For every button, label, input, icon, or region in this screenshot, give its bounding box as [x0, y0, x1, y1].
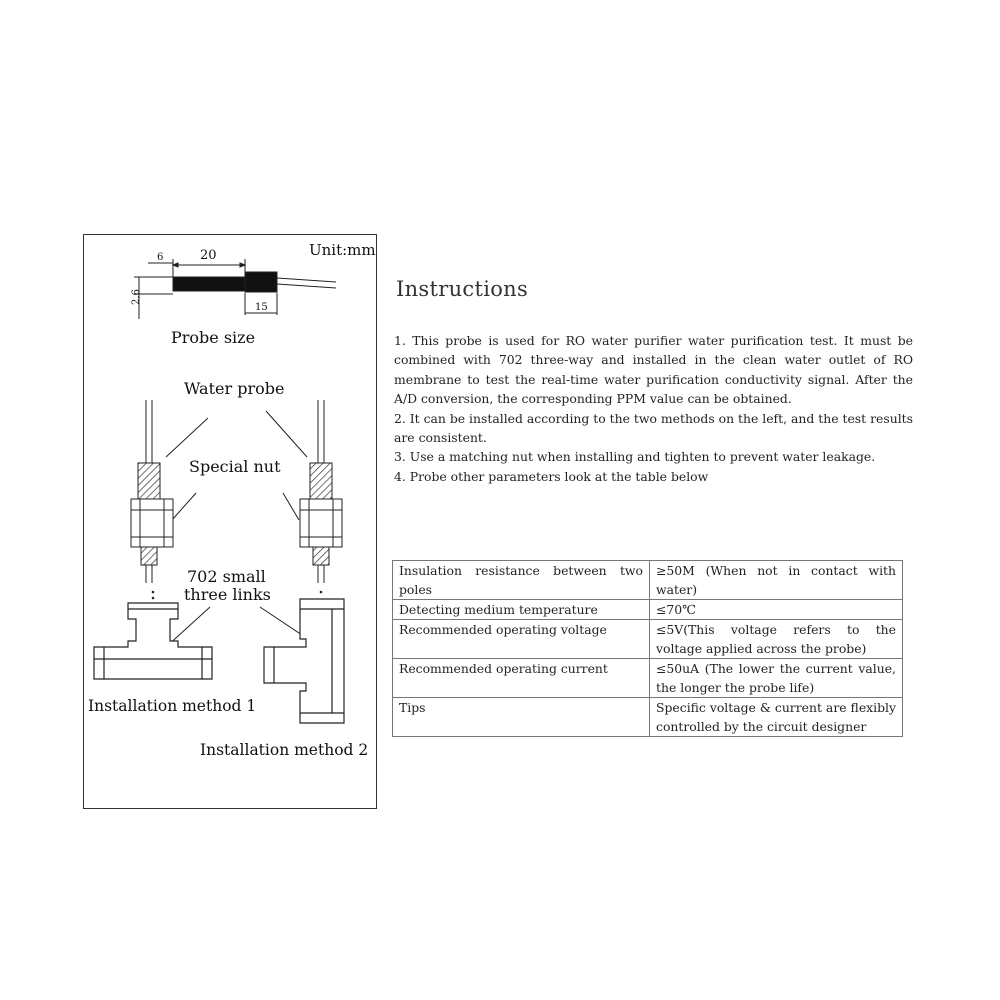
dim-15-label: 15 [255, 302, 268, 313]
param-value: ≤70℃ [650, 600, 903, 620]
dim-2-6-label: 2.6 [131, 289, 142, 305]
param-value: ≤50uA (The lower the current value, the longer the probe life) [650, 659, 903, 698]
probe-diagram-panel [83, 234, 377, 809]
table-row [393, 698, 903, 737]
instructions-title: Instructions [396, 277, 529, 301]
tee-label-line-1: 702 small [187, 567, 266, 586]
dim-20-label: 20 [200, 248, 217, 263]
tee-fitting-method-1 [94, 603, 212, 679]
param-name: Recommended operating voltage [393, 620, 650, 659]
method-2-label: Installation method 2 [200, 741, 369, 759]
instruction-item-4: 4. Probe other parameters look at the table below [394, 468, 709, 484]
table-row [393, 600, 903, 620]
instructions-body [394, 331, 913, 486]
water-probe-label: Water probe [184, 379, 285, 398]
table-row [393, 561, 903, 600]
param-value: ≤5V(This voltage refers to the voltage applied across the probe) [650, 620, 903, 659]
param-name: Recommended operating current [393, 659, 650, 698]
unit-label: Unit:mm [309, 241, 376, 259]
param-value: ≥50M (When not in contact with water) [650, 561, 903, 600]
left-probe-assembly [131, 400, 173, 599]
instruction-item-1: 1. This probe is used for RO water purifier water purification test. It must be combined with 702 three-way and installed in the clean water outlet of RO membrane to test the real-time water purification conductivity signal. After the A/D conversion, the corresponding PPM value can be obtained. [394, 333, 913, 407]
parameters-table [392, 560, 903, 737]
table-row [393, 659, 903, 698]
probe-size-label: Probe size [171, 328, 256, 347]
param-name: Tips [393, 698, 650, 737]
table-row [393, 620, 903, 659]
probe-size-drawing [131, 259, 336, 319]
param-name: Detecting medium temperature [393, 600, 650, 620]
tee-label-line-2: three links [184, 585, 271, 604]
probe-diagram [84, 235, 378, 810]
instruction-item-3: 3. Use a matching nut when installing and tighten to prevent water leakage. [394, 449, 876, 465]
right-probe-assembly [300, 400, 342, 593]
leader-lines [166, 411, 320, 647]
dim-6-label: 6 [157, 252, 164, 263]
instruction-item-2: 2. It can be installed according to the two methods on the left, and the test results are consistent. [394, 410, 913, 446]
param-value: Specific voltage & current are flexibly controlled by the circuit designer [650, 698, 903, 737]
param-name: Insulation resistance between two poles [393, 561, 650, 600]
method-1-label: Installation method 1 [88, 697, 257, 715]
special-nut-label: Special nut [189, 457, 281, 476]
